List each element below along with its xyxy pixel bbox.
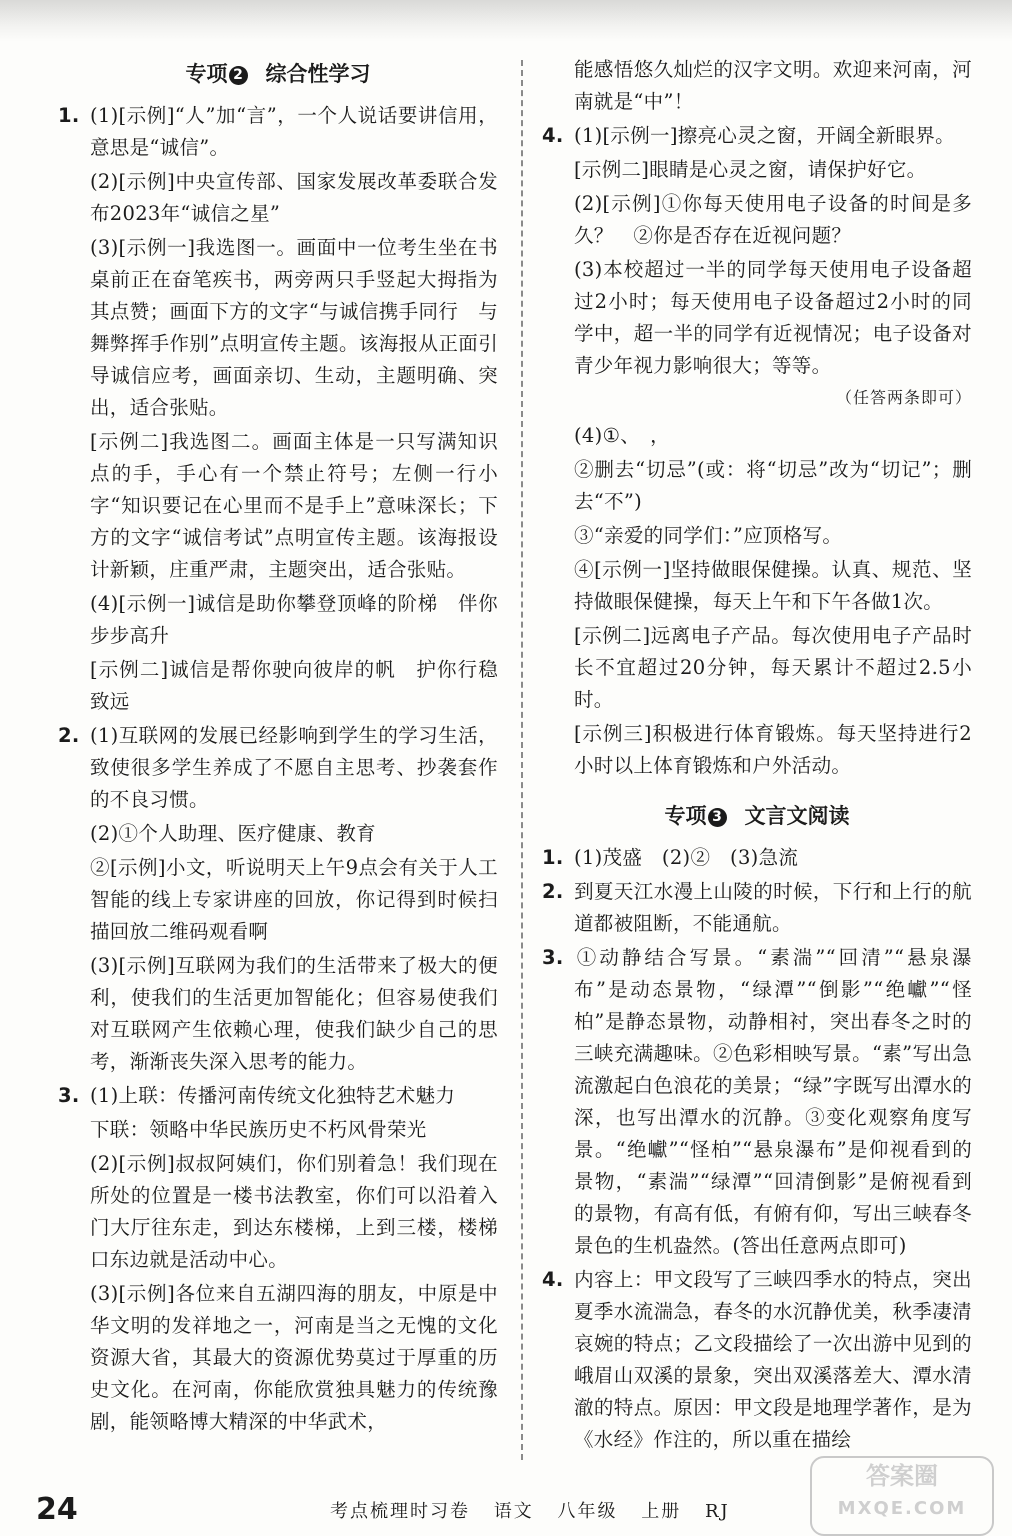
- question-number: 1.: [58, 104, 80, 127]
- answer-paragraph: [58, 720, 498, 816]
- answer-text: (2)①个人助理、医疗健康、教育: [90, 822, 376, 845]
- section-number-badge: 2: [229, 66, 248, 85]
- answer-note: （任答两条即可）: [835, 388, 972, 407]
- question-number: 2.: [58, 724, 80, 747]
- section-number-badge: 3: [708, 808, 727, 827]
- answer-text: (1)茂盛 (2)② (3)急流: [574, 846, 799, 869]
- answer-text: ④[示例一]坚持做眼保健操。认真、规范、坚持做眼保健操，每天上午和下午各做1次。: [574, 558, 972, 613]
- answer-text: (2)[示例]中央宣传部、国家发展改革委联合发布2023年“诚信之星”: [90, 170, 498, 225]
- answer-text: ②删去“切忌”(或：将“切忌”改为“切记”；删去“不”): [574, 458, 972, 513]
- edition: RJ: [704, 1501, 730, 1522]
- answer-paragraph: [58, 100, 498, 164]
- right-answer-list-bottom: [542, 842, 972, 1456]
- answer-text: (1)[示例一]擦亮心灵之窗，开阔全新眼界。: [574, 124, 955, 147]
- answer-text: 下联：领略中华民族历史不朽风骨荣光: [90, 1118, 427, 1141]
- page-top-edge: [0, 0, 1012, 42]
- answer-text: (1)[示例]“人”加“言”，一个人说话要讲信用，意思是“诚信”。: [90, 104, 498, 159]
- section-title-text: 文言文阅读: [744, 804, 850, 828]
- answer-text: (2)[示例]①你每天使用电子设备的时间是多久？ ②你是否存在近视问题？: [574, 192, 972, 247]
- answer-text: (3)本校超过一半的同学每天使用电子设备超过2小时；每天使用电子设备超过2小时的同学中，超一半的同学有近视情况；电子设备对青少年视力影响很大；等等。: [574, 258, 972, 377]
- book-info: [330, 1498, 746, 1526]
- answer-text: ②[示例]小文，听说明天上午9点会有关于人工智能的线上专家讲座的回放，你记得到时候扫描回放二维码观看啊: [90, 856, 498, 943]
- section-title-text: 综合性学习: [265, 62, 371, 86]
- right-answer-list-top: [542, 54, 972, 382]
- answer-paragraph: [58, 426, 498, 586]
- answer-paragraph: [58, 818, 498, 850]
- answer-text: ①动静结合写景。“素湍”“回清”“悬泉瀑布”是动态景物，“绿潭”“倒影”“绝巘”“怪柏”是静态景物，动静相衬，突出春冬之时的三峡充满趣味。②色彩相映写景。“素”写出急流激起白色浪花的美景；“绿”字既写出潭水的深，也写出潭水的沉静。③变化观察角度写景。“绝巘”“怪柏”“悬泉瀑布”是仰视看到的景物，“素湍”“绿潭”“回清倒影”是俯视看到的景物，有高有低，有俯有仰，写出三峡春冬景色的生机盎然。(答出任意两点即可): [574, 946, 972, 1257]
- answer-paragraph: [542, 620, 972, 716]
- answer-paragraph: [542, 942, 972, 1262]
- answer-paragraph: [58, 950, 498, 1078]
- answer-paragraph: [542, 54, 972, 118]
- answer-text: (2)[示例]叔叔阿姨们，你们别着急！我们现在所处的位置是一楼书法教室，你们可以沿着入门大厅往东走，到达东楼梯，上到三楼，楼梯口东边就是活动中心。: [90, 1152, 498, 1271]
- answer-paragraph: [542, 454, 972, 518]
- watermark-line1: 答案圈: [866, 1462, 938, 1490]
- section-prefix: 专项: [185, 62, 228, 86]
- answer-text: (3)[示例]各位来自五湖四海的朋友，中原是中华文明的发祥地之一，河南是当之无愧的文化资源大省，其最大的资源优势莫过于厚重的历史文化。在河南，你能欣赏独具魅力的传统豫剧，能领略博大精深的中华武术，: [90, 1282, 498, 1433]
- answer-paragraph: [58, 654, 498, 718]
- answer-text: 能感悟悠久灿烂的汉字文明。欢迎来河南，河南就是“中”！: [574, 58, 972, 113]
- answer-paragraph: [58, 588, 498, 652]
- section-prefix: 专项: [664, 804, 707, 828]
- answer-paragraph: [58, 1114, 498, 1146]
- answer-paragraph: [542, 1264, 972, 1456]
- answer-paragraph: [58, 232, 498, 424]
- question-number: 3.: [542, 946, 564, 969]
- answer-paragraph: [58, 1148, 498, 1276]
- answer-paragraph: [542, 554, 972, 618]
- answer-text: [示例二]眼睛是心灵之窗，请保护好它。: [574, 158, 927, 181]
- answer-paragraph: [58, 1278, 498, 1438]
- question-number: 2.: [542, 880, 564, 903]
- answer-text: [示例二]诚信是帮你驶向彼岸的帆 护你行稳致远: [90, 658, 498, 713]
- answer-text: 内容上：甲文段写了三峡四季水的特点，突出夏季水流湍急，春冬的水沉静优美，秋季凄清哀婉的特点；乙文段描绘了一次出游中见到的峨眉山双溪的景象，突出双溪落差大、潭水清澈的特点。原因：甲文段是地理学著作，是为《水经》作注的，所以重在描绘: [574, 1268, 972, 1451]
- column-divider: [521, 60, 523, 1460]
- answer-paragraph: [58, 1080, 498, 1112]
- answer-paragraph: [542, 842, 972, 874]
- answer-text: (3)[示例]互联网为我们的生活带来了极大的便利，使我们的生活更加智能化；但容易使我们对互联网产生依赖心理，使我们缺少自己的思考，渐渐丧失深入思考的能力。: [90, 954, 498, 1073]
- answer-text: (4)[示例一]诚信是助你攀登顶峰的阶梯 伴你步步高升: [90, 592, 498, 647]
- answer-text: (1)上联：传播河南传统文化独特艺术魅力: [90, 1084, 456, 1107]
- answer-paragraph: [542, 718, 972, 782]
- answer-text: [示例二]远离电子产品。每次使用电子产品时长不宜超过20分钟，每天累计不超过2.5小时。: [574, 624, 972, 711]
- answer-paragraph: [542, 520, 972, 552]
- answer-paragraph: [58, 166, 498, 230]
- watermark-line2: MXQE.COM: [837, 1498, 967, 1519]
- answer-text: ③“亲爱的同学们：”应顶格写。: [574, 524, 843, 547]
- question-number: 1.: [542, 846, 564, 869]
- answer-paragraph: [542, 420, 972, 452]
- left-answer-list: [58, 100, 498, 1438]
- answer-text: [示例二]我选图二。画面主体是一只写满知识点的手，手心有一个禁止符号；左侧一行小字“知识要记在心里而不是手上”意味深长；下方的文字“诚信考试”点明宣传主题。该海报设计新颖，庄重严肃，主题突出，适合张贴。: [90, 430, 498, 581]
- answer-text: (1)互联网的发展已经影响到学生的学习生活，致使很多学生养成了不愿自主思考、抄袭套作的不良习惯。: [90, 724, 498, 811]
- answer-text: 到夏天江水漫上山陵的时候，下行和上行的航道都被阻断，不能通航。: [574, 880, 972, 935]
- volume: 上册: [641, 1501, 682, 1522]
- right-answer-list-mid: [542, 420, 972, 782]
- watermark-logo: [810, 1456, 994, 1536]
- left-column: [58, 54, 498, 1440]
- subject: 语文: [493, 1501, 534, 1522]
- question-number: 4.: [542, 124, 564, 147]
- page-number: 24: [36, 1492, 78, 1527]
- right-column: [542, 54, 972, 1458]
- series-name: 考点梳理时习卷: [330, 1501, 470, 1522]
- answer-paragraph: [542, 154, 972, 186]
- answer-text: (3)[示例一]我选图一。画面中一位考生坐在书桌前正在奋笔疾书，两旁两只手竖起大拇指为其点赞；画面下方的文字“与诚信携手同行 与舞弊挥手作别”点明宣传主题。该海报从正面引导诚信应考，画面亲切、生动，主题明确、突出，适合张贴。: [90, 236, 498, 419]
- answer-text: [示例三]积极进行体育锻炼。每天坚持进行2小时以上体育锻炼和户外活动。: [574, 722, 972, 777]
- question-number: 3.: [58, 1084, 80, 1107]
- answer-paragraph: [542, 876, 972, 940]
- answer-paragraph: [542, 188, 972, 252]
- grade: 八年级: [557, 1501, 618, 1522]
- answer-paragraph: [542, 254, 972, 382]
- section-title-3: [542, 796, 972, 836]
- section-title-2: [58, 54, 498, 94]
- answer-paragraph: [58, 852, 498, 948]
- answer-paragraph: [542, 120, 972, 152]
- question-number: 4.: [542, 1268, 564, 1291]
- answer-text: (4)①、 ，: [574, 424, 670, 447]
